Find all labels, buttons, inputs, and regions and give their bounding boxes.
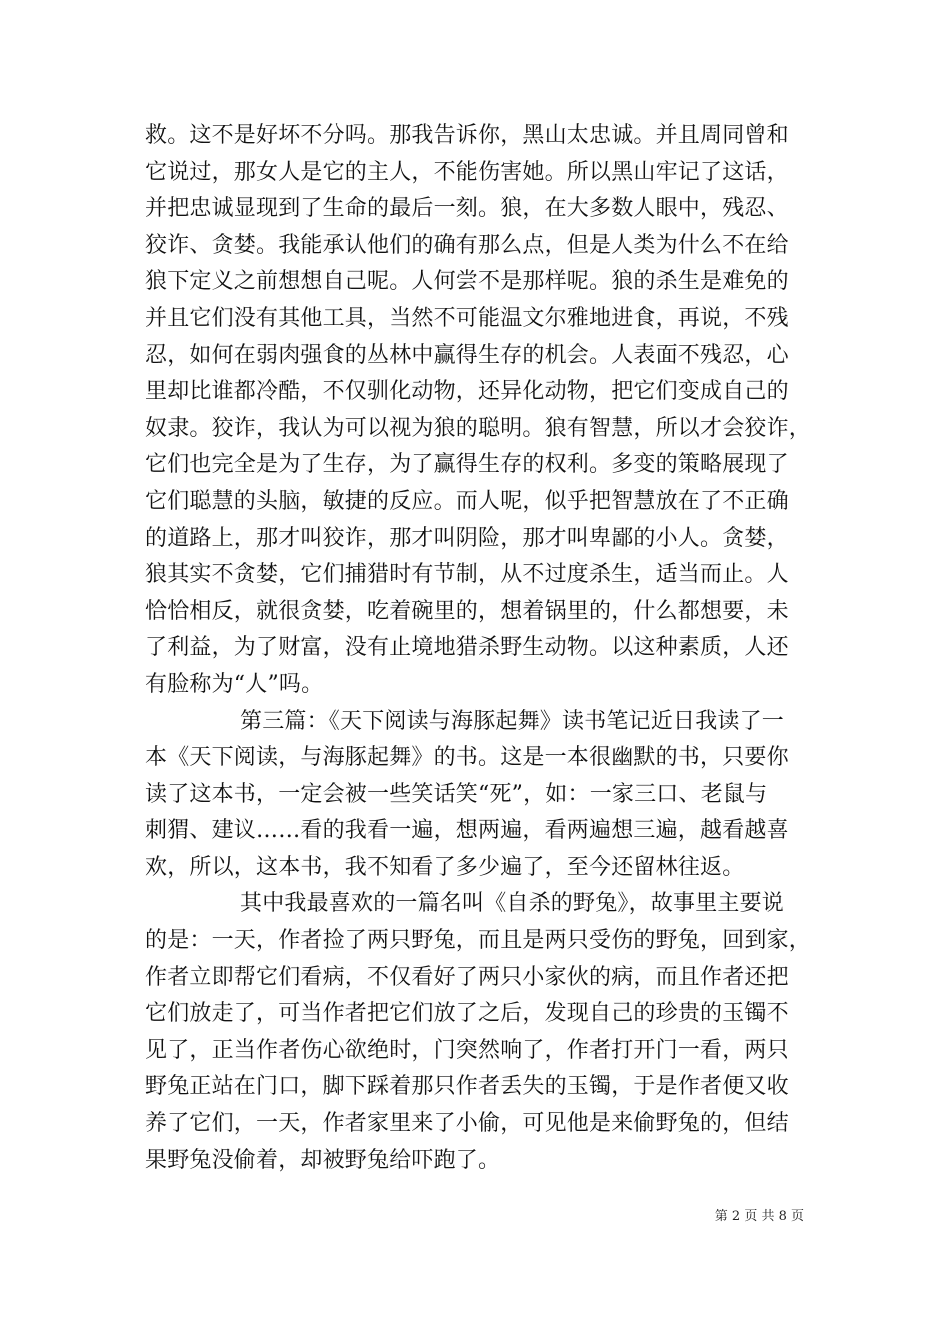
text-line: 见了，正当作者伤心欲绝时，门突然响了，作者打开门一看，两只 [145, 1037, 789, 1063]
page-number-footer: 第 2 页 共 8 页 [714, 1209, 804, 1224]
text-line: 本《天下阅读，与海豚起舞》的书。这是一本很幽默的书，只要你 [145, 745, 789, 771]
section-heading-line: 第三篇：《天下阅读与海豚起舞》读书笔记近日我读了一 [240, 708, 785, 734]
text-line: 它们也完全是为了生存，为了赢得生存的权利。多变的策略展现了 [145, 452, 789, 478]
text-line: 作者立即帮它们看病，不仅看好了两只小家伙的病，而且作者还把 [145, 964, 789, 990]
text-line: 欢，所以，这本书，我不知看了多少遍了，至今还留林往返。 [145, 854, 745, 880]
text-line: 狡诈、贪婪。我能承认他们的确有那么点，但是人类为什么不在给 [145, 232, 789, 258]
text-line: 救。这不是好坏不分吗。那我告诉你，黑山太忠诚。并且周同曾和 [145, 123, 789, 148]
text-line: 它们放走了，可当作者把它们放了之后，发现自己的珍贵的玉镯不 [145, 1001, 789, 1027]
text-line: 的道路上，那才叫狡诈，那才叫阴险，那才叫卑鄙的小人。贪婪， [145, 525, 789, 551]
text-line: 它说过，那女人是它的主人，不能伤害她。所以黑山牢记了这话， [145, 159, 789, 185]
text-line: 狼下定义之前想想自己呢。人何尝不是那样呢。狼的杀生是难免的 [145, 269, 789, 295]
text-line: 忍，如何在弱肉强食的丛林中赢得生存的机会。人表面不残忍，心 [145, 342, 789, 368]
text-line: 并且它们没有其他工具，当然不可能温文尔雅地进食，再说，不残 [145, 305, 789, 331]
text-line: 恰恰相反，就很贪婪，吃着碗里的，想着锅里的，什么都想要，未 [145, 598, 789, 624]
text-line: 它们聪慧的头脑，敏捷的反应。而人呢，似乎把智慧放在了不正确 [145, 488, 789, 514]
text-line: 里却比谁都冷酷，不仅驯化动物，还异化动物，把它们变成自己的 [145, 379, 789, 405]
paragraph-start-line: 其中我最喜欢的一篇名叫《自杀的野兔》，故事里主要说 [240, 891, 785, 917]
text-line: 刺猬、建议……看的我看一遍，想两遍，看两遍想三遍，越看越喜 [145, 818, 789, 844]
text-line: 奴隶。狡诈，我认为可以视为狼的聪明。狼有智慧，所以才会狡诈， [145, 415, 812, 441]
text-line: 读了这本书，一定会被一些笑话笑“死”，如：一家三口、老鼠与 [145, 781, 768, 807]
text-line: 了利益，为了财富，没有止境地猎杀野生动物。以这种素质，人还 [145, 635, 789, 661]
text-line: 野兔正站在门口，脚下踩着那只作者丢失的玉镯，于是作者便又收 [145, 1074, 789, 1100]
text-line: 狼其实不贪婪，它们捕猎时有节制，从不过度杀生，适当而止。人 [145, 562, 789, 588]
text-line: 果野兔没偷着，却被野兔给吓跑了。 [145, 1147, 501, 1173]
body-text [145, 118, 825, 1179]
text-line: 有脸称为“人”吗。 [145, 671, 324, 697]
text-line: 养了它们，一天，作者家里来了小偷，可见他是来偷野兔的，但结 [145, 1111, 789, 1137]
text-line: 的是：一天，作者捡了两只野兔，而且是两只受伤的野兔，回到家， [145, 928, 812, 954]
text-line: 并把忠诚显现到了生命的最后一刻。狼，在大多数人眼中，残忍、 [145, 196, 789, 222]
